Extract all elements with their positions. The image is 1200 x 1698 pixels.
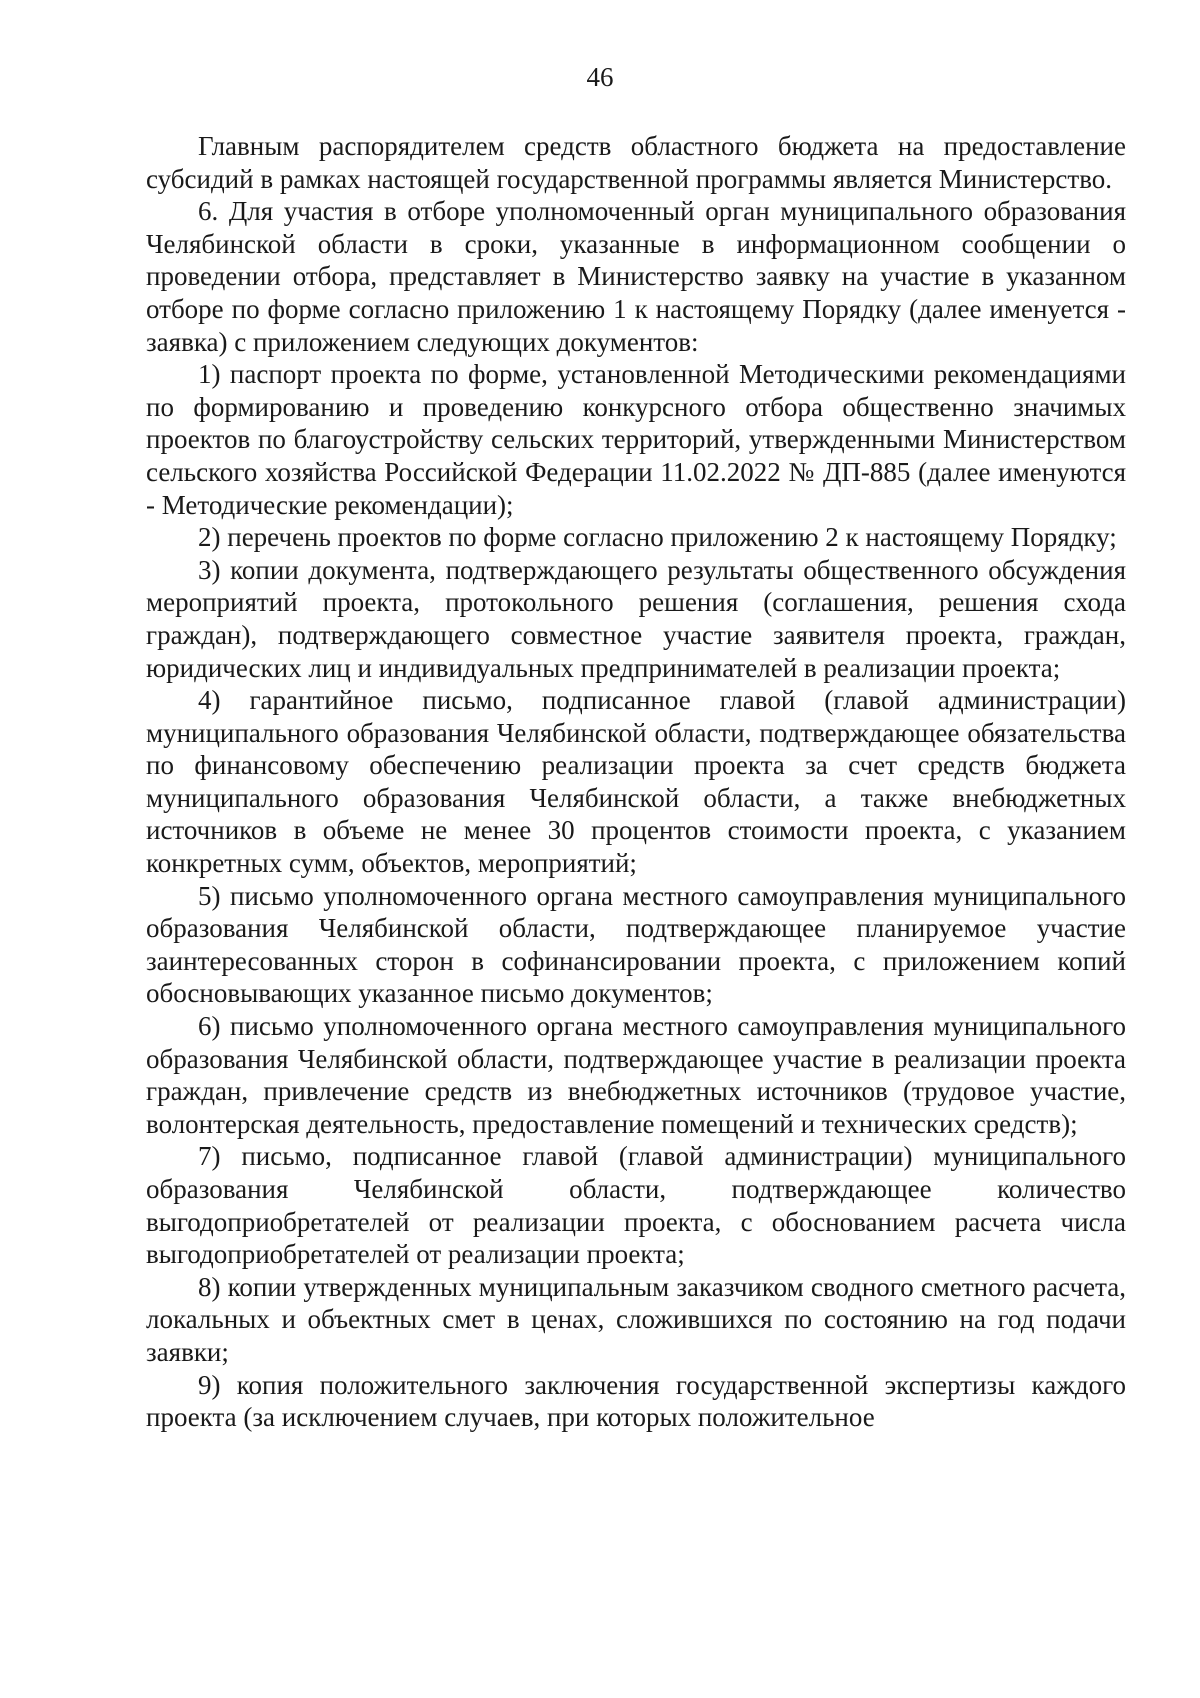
- list-item-6: 6) письмо уполномоченного органа местного самоуправления муниципального образования Челябинской области, подтверждающее участие в реализации проекта граждан, привлечение средств из внебюджетных источников (трудовое участие, волонтерская деятельность, предоставление помещений и технических средств);: [146, 1011, 1126, 1139]
- list-item-4: 4) гарантийное письмо, подписанное главой (главой администрации) муниципального образования Челябинской области, подтверждающее обязательства по финансовому обеспечению реализации проекта за счет средств бюджета муниципального образования Челябинской области, а также внебюджетных источников в объеме не менее 30 процентов стоимости проекта, с указанием конкретных сумм, объектов, мероприятий;: [146, 685, 1126, 879]
- list-item-3: 3) копии документа, подтверждающего результаты общественного обсуждения мероприятий проекта, протокольного решения (соглашения, решения схода граждан), подтверждающего совместное участие заявителя проекта, граждан, юридических лиц и индивидуальных предпринимателей в реализации проекта;: [146, 554, 1126, 683]
- list-item-2: 2) перечень проектов по форме согласно приложению 2 к настоящему Порядку;: [198, 522, 1117, 553]
- list-item-7: 7) письмо, подписанное главой (главой администрации) муниципального образования Челябинской области, подтверждающее количество выгодоприобретателей от реализации проекта, с обоснованием расчета числа выгодоприобретателей от реализации проекта;: [146, 1141, 1126, 1270]
- list-item-1: 1) паспорт проекта по форме, установленной Методическими рекомендациями по формированию и проведению конкурсного отбора общественно значимых проектов по благоустройству сельских территорий, утвержденными Министерством сельского хозяйства Российской Федерации 11.02.2022 № ДП-885 (далее именуются - Методические рекомендации);: [146, 359, 1126, 520]
- paragraph-chief-manager: Главным распорядителем средств областного бюджета на предоставление субсидий в рамках настоящей государственной программы является Министерство.: [146, 131, 1126, 194]
- list-item-5: 5) письмо уполномоченного органа местного самоуправления муниципального образования Челябинской области, подтверждающее планируемое участие заинтересованных сторон в софинансировании проекта, с приложением копий обосновывающих указанное письмо документов;: [146, 880, 1126, 1009]
- page-number: 46: [586, 62, 614, 92]
- list-item-8: 8) копии утвержденных муниципальным заказчиком сводного сметного расчета, локальных и объектных смет в ценах, сложившихся по состоянию на год подачи заявки;: [146, 1271, 1126, 1367]
- document-body: [146, 130, 1126, 1434]
- list-item-9: 9) копия положительного заключения государственной экспертизы каждого проекта (за исключением случаев, при которых положительное: [146, 1369, 1126, 1433]
- paragraph-item-6: 6. Для участия в отборе уполномоченный орган муниципального образования Челябинской области в сроки, указанные в информационном сообщении о проведении отбора, представляет в Министерство заявку на участие в указанном отборе по форме согласно приложению 1 к настоящему Порядку (далее именуется - заявка) с приложением следующих документов:: [146, 196, 1126, 357]
